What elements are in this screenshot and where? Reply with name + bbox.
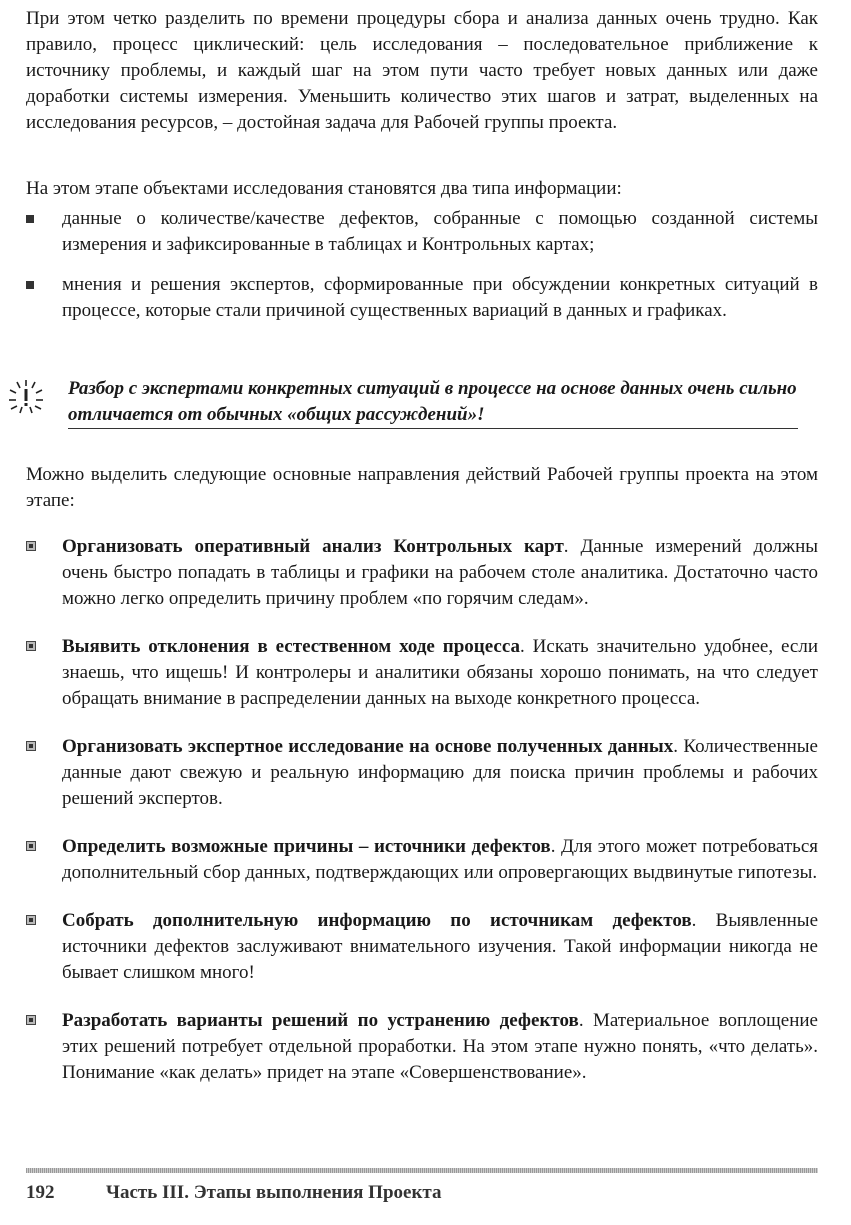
attention-note bbox=[6, 370, 818, 436]
action-body: . Данные измерений должны очень быстро попадать в таблицы и графики на рабочем столе аналитика. Достаточно часто можно легко определить причину проблем «по горячим следам». bbox=[62, 536, 818, 609]
action-text bbox=[62, 634, 818, 712]
action-body: . Материальное воплощение этих решений потребует отдельной проработки. На этом этапе нужно понять, «что делать». Понимание «как делать» придет на этапе «Совершенствование». bbox=[62, 1010, 818, 1083]
square-bullet-icon bbox=[26, 281, 34, 289]
square-bullet-icon bbox=[26, 841, 36, 851]
action-lead: Организовать экспертное исследование на основе полученных данных bbox=[62, 736, 674, 757]
list-item-text: данные о количестве/качестве дефектов, собранные с помощью созданной системы измерения и зафиксированные в таблицах и Контрольных картах; bbox=[62, 208, 818, 255]
intro-paragraph: При этом четко разделить по времени процедуры сбора и анализа данных очень трудно. Как правило, процесс циклический: цель исследования – последовательное приближение к источнику проблемы, и каждый шаг на этом пути часто требует новых данных или даже доработки системы измерения. Уменьшить количество этих шагов и затрат, выделенных на исследования ресурсов, – достойная задача для Рабочей группы проекта. bbox=[26, 8, 818, 133]
action-text bbox=[62, 1008, 818, 1086]
list-item bbox=[26, 834, 818, 886]
action-lead: Выявить отклонения в естественном ходе процесса bbox=[62, 636, 521, 657]
action-body: . Искать значительно удобнее, если знаешь, что ищешь! И контролеры и аналитики обязаны хорошо понимать, на что следует обращать внимание в распределении данных на выходе конкретного процесса. bbox=[62, 636, 818, 709]
action-text bbox=[62, 734, 818, 812]
note-text: Разбор с экспертами конкретных ситуаций в процессе на основе данных очень сильно отличается от обычных «общих рассуждений»! bbox=[68, 378, 797, 425]
info-types-list bbox=[26, 206, 818, 338]
list-item bbox=[26, 272, 818, 324]
info-types-intro: На этом этапе объектами исследования становятся два типа информации: bbox=[26, 178, 622, 199]
list-item bbox=[26, 634, 818, 712]
action-lead: Организовать оперативный анализ Контрольных карт bbox=[62, 536, 564, 557]
list-item-text: мнения и решения экспертов, сформированные при обсуждении конкретных ситуаций в процессе, которые стали причиной существенных вариаций в данных и графиках. bbox=[62, 274, 818, 321]
list-item bbox=[26, 734, 818, 812]
square-bullet-icon bbox=[26, 541, 36, 551]
page-number: 192 bbox=[26, 1182, 55, 1203]
action-body: . Выявленные источники дефектов заслуживают внимательного изучения. Такой информации никогда не бывает слишком много! bbox=[62, 910, 818, 983]
footer-rule bbox=[26, 1168, 818, 1173]
action-lead: Определить возможные причины – источники дефектов bbox=[62, 836, 551, 857]
action-body: . Количественные данные дают свежую и реальную информацию для поиска причин проблемы и рабочих решений экспертов. bbox=[62, 736, 818, 809]
square-bullet-icon bbox=[26, 741, 36, 751]
list-item bbox=[26, 908, 818, 986]
square-bullet-icon bbox=[26, 915, 36, 925]
square-bullet-icon bbox=[26, 215, 34, 223]
action-text bbox=[62, 534, 818, 612]
action-lead: Собрать дополнительную информацию по источникам дефектов bbox=[62, 910, 692, 931]
square-bullet-icon bbox=[26, 641, 36, 651]
list-item bbox=[26, 206, 818, 258]
actions-list bbox=[26, 534, 818, 1086]
list-item bbox=[26, 534, 818, 612]
action-body: . Для этого может потребоваться дополнительный сбор данных, подтверждающих или опровергающих выдвинутые гипотезы. bbox=[62, 836, 818, 883]
action-text bbox=[62, 834, 818, 886]
action-text bbox=[62, 908, 818, 986]
attention-icon bbox=[6, 376, 46, 416]
action-lead: Разработать варианты решений по устранению дефектов bbox=[62, 1010, 579, 1031]
list-item bbox=[26, 1008, 818, 1086]
square-bullet-icon bbox=[26, 1015, 36, 1025]
page-footer bbox=[26, 1182, 441, 1204]
note-underline bbox=[68, 428, 798, 429]
actions-intro: Можно выделить следующие основные направления действий Рабочей группы проекта на этом этапе: bbox=[26, 464, 818, 511]
running-title: Часть III. Этапы выполнения Проекта bbox=[106, 1182, 442, 1203]
